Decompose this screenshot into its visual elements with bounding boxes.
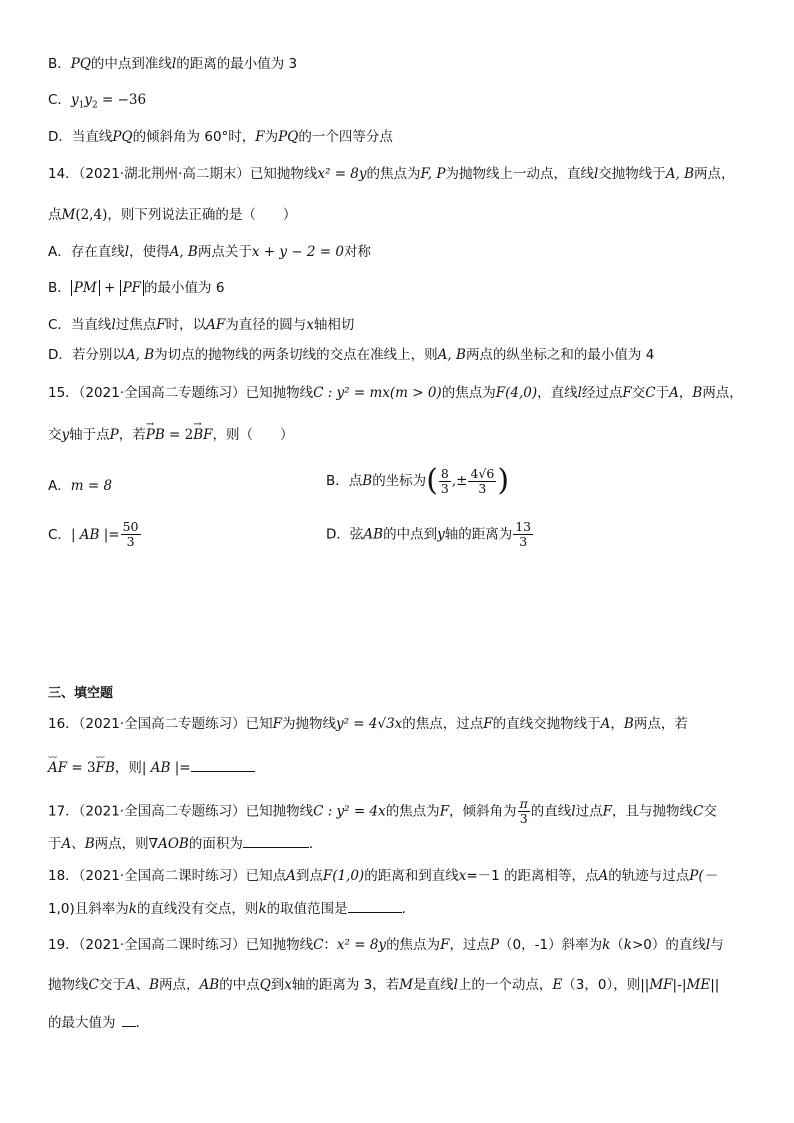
q14-option-b: B． PM + PF 的最小值为 6 bbox=[48, 280, 225, 296]
q15-option-c: C．| AB |= $\frac{50}{3}$ bbox=[48, 519, 139, 549]
q17-stem-line1: 17．（2021·全国高二专题练习）已知抛物线C : y² = 4x的焦点为F，倾斜角为 $\frac{\pi}{3}$ 的直线l过点F，且与抛物线C交 bbox=[48, 796, 717, 826]
q18-stem-line2: 1,0)且斜率为k的直线没有交点，则k的取值范围是 ． bbox=[48, 898, 754, 919]
answer-blank[interactable] bbox=[122, 1012, 136, 1027]
q17-stem-line2: 于A、B两点，则∇AOB的面积为 ． bbox=[48, 833, 754, 854]
q13-option-c: C．$y_1y_2 = -36$ bbox=[48, 92, 147, 111]
q15-option-a: A．m = 8 bbox=[48, 478, 113, 494]
q15-option-b-wrap bbox=[48, 463, 754, 506]
q13-option-b: B．PQ的中点到准线l的距离的最小值为 3 bbox=[48, 56, 298, 72]
q14-option-c: C．当直线l过焦点F时，以AF为直径的圆与x轴相切 bbox=[48, 317, 355, 333]
q13-option-d: D．当直线PQ的倾斜角为 60°时，F为PQ的一个四等分点 bbox=[48, 129, 393, 145]
q15-stem-line1: 15．（2021·全国高二专题练习）已知抛物线C : y² = mx(m > 0)的焦点为F(4,0)，直线l经过点F交C于A，B两点， bbox=[48, 385, 743, 401]
q16-stem-line2: ⌣⌣ AF = 3⌣⌣ FB，则| AB |= bbox=[48, 757, 754, 778]
q14-stem-line2: 点M(2,4)，则下列说法正确的是（ ） bbox=[48, 207, 297, 223]
q15-stem-line2: 交y轴于点P，若→ PB = 2→ BF，则（ ） bbox=[48, 425, 754, 445]
q15-option-d: D．弦AB的中点到y轴的距离为 $\frac{13}{3}$ bbox=[326, 519, 532, 549]
answer-blank[interactable] bbox=[348, 898, 402, 913]
q15-option-b: B．点B的坐标为( $\frac{8}{3}$ ,± $\frac{4√6}{3}$ ) bbox=[326, 463, 510, 498]
q14-option-a: A．存在直线l，使得A, B两点关于x + y − 2 = 0对称 bbox=[48, 244, 371, 260]
q16-stem-line1: 16．（2021·全国高二专题练习）已知F为抛物线y² = 4√3x的焦点，过点F的直线交抛物线于A，B两点，若 bbox=[48, 716, 688, 732]
q15-options-cd bbox=[48, 520, 754, 560]
q19-stem-line2: 抛物线C交于A、B两点，AB的中点Q到x轴的距离为 3，若M是直线l上的一个动点，E（3，0），则||MF|-|ME|| bbox=[48, 977, 720, 993]
q19-stem-line1: 19．（2021·全国高二课时练习）已知抛物线C：x² = 8y的焦点为F，过点P（0，-1）斜率为k（k>0）的直线l与 bbox=[48, 937, 724, 953]
q19-stem-line3: 的最大值为 . bbox=[48, 1012, 754, 1033]
section-heading: 三、填空题 bbox=[48, 686, 114, 701]
answer-blank[interactable] bbox=[243, 833, 309, 848]
q18-stem-line1: 18．（2021·全国高二课时练习）已知点A到点F(1,0)的距离和到直线x=－1 的距离相等，点A的轨迹与过点P(－ bbox=[48, 868, 718, 884]
q14-option-d: D．若分别以A, B为切点的抛物线的两条切线的交点在准线上，则A, B两点的纵坐标之和的最小值为 4 bbox=[48, 347, 655, 363]
q14-stem-line1: 14．（2021·湖北荆州·高二期末）已知抛物线x² = 8y的焦点为F, P为抛物线上一动点，直线l交抛物线于A, B两点， bbox=[48, 166, 735, 182]
answer-blank[interactable] bbox=[191, 757, 255, 772]
